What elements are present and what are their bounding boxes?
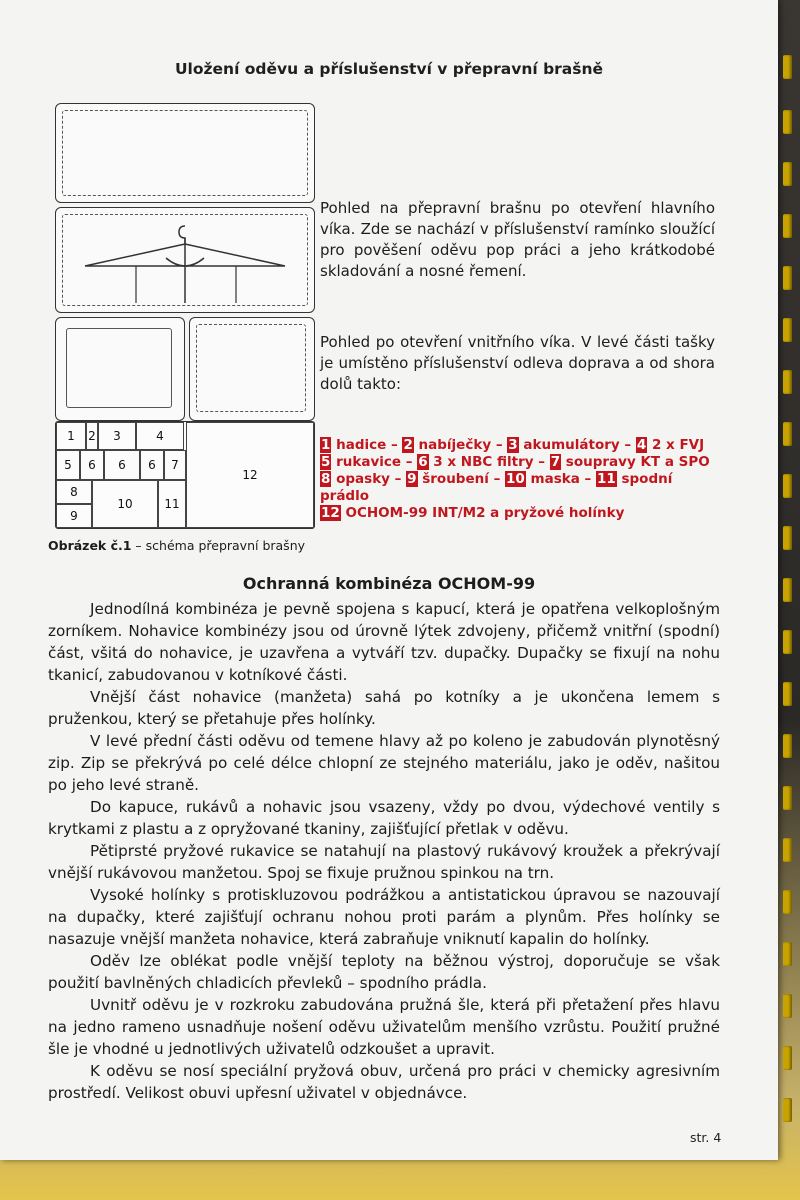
- caption-label: Obrázek č.1: [48, 538, 132, 553]
- binding-ring: [783, 890, 792, 914]
- inner-lid-right: [189, 317, 315, 421]
- binding-ring: [783, 214, 792, 238]
- compartment-6a: 6: [80, 450, 104, 480]
- legend-text: 3 x NBC filtry –: [428, 454, 550, 470]
- legend-text: 2 x FVJ: [647, 437, 705, 453]
- paragraph: K oděvu se nosí speciální pryžová obuv, určená pro práci v chemicky agresivním prostředí. Velikost obuvi upřesní uživatel v objednávce.: [48, 1062, 720, 1102]
- page-title: Uložení oděvu a příslušenství v přepravní brašně: [174, 60, 604, 78]
- caption-text: – schéma přepravní brašny: [131, 538, 306, 553]
- compartment-12: 12: [186, 422, 314, 528]
- legend-num: 2: [403, 437, 413, 453]
- binding-ring: [783, 474, 792, 498]
- legend-text: hadice –: [331, 437, 403, 453]
- paragraph: Do kapuce, rukávů a nohavic jsou vsazeny, vždy po dvou, výdechové ventily s krytkami z plastu a z opryžované tkaniny, zajišťující přetlak v oděvu.: [48, 798, 720, 838]
- legend-text: akumulátory –: [518, 437, 636, 453]
- binding-ring: [783, 942, 792, 966]
- section-title: Ochranná kombinéza OCHOM-99: [242, 574, 536, 593]
- binding-ring: [783, 110, 792, 134]
- compartment-2: 2: [86, 422, 98, 450]
- compartment-9: 9: [56, 504, 92, 528]
- paragraph: Vysoké holínky s protiskluzovou podrážkou a antistatickou úpravou se nazouvají na dupačky, které zajišťují ochranu nohou proti parám a plynům. Přes holínky se nasazuje vnější manžeta nohavice, která zabraňuje vniknutí kapalin do holínky.: [48, 886, 720, 948]
- legend-text: nabíječky –: [413, 437, 508, 453]
- legend-num: 5: [321, 454, 331, 470]
- binding-ring: [783, 734, 792, 758]
- legend-num: 8: [321, 471, 331, 487]
- bag-main-compartment: [55, 207, 315, 313]
- compartment-10: 10: [92, 480, 158, 528]
- legend-num: 12: [321, 505, 340, 521]
- compartment-4: 4: [136, 422, 184, 450]
- legend-num: 11: [596, 471, 616, 487]
- body-text: [48, 598, 720, 1104]
- binding-ring: [783, 682, 792, 706]
- legend-num: 6: [418, 454, 428, 470]
- description-main-lid: Pohled na přepravní brašnu po otevření hlavního víka. Zde se nachází v příslušenství ramínko sloužící pro pověšení oděvu pop práci a jeho krátkodobé skladování a nosné řemení.: [320, 199, 715, 280]
- paragraph: Pětiprsté pryžové rukavice se natahují na plastový rukávový kroužek a překrývají vnější rukávovou manžetou. Spoj se fixuje pružnou spinkou na trn.: [48, 842, 720, 882]
- binding-ring: [783, 1098, 792, 1122]
- inner-lid-left: [55, 317, 185, 421]
- paragraph: Oděv lze oblékat podle vnější teploty na běžnou výstroj, doporučuje se však použití bavlněných chladicích převleků – spodního prádla.: [48, 952, 720, 992]
- bag-lid-outer: [55, 103, 315, 203]
- compartment-6c: 6: [140, 450, 164, 480]
- binding-ring: [783, 162, 792, 186]
- inner-lid-left-panel: [66, 328, 172, 408]
- binding-ring: [783, 578, 792, 602]
- binding-ring: [783, 55, 792, 79]
- legend-num: 4: [636, 437, 647, 453]
- legend-num: 3: [508, 437, 518, 453]
- paragraph: Uvnitř oděvu je v rozkroku zabudována pružná šle, která při přetažení přes hlavu na jedno rameno usnadňuje nošení oděvu uživatelům menšího vzrůstu. Použití pružné šle je vhodné u jednotlivých uživatelů odzkoušet a upravit.: [48, 996, 720, 1058]
- figure-caption: [48, 538, 305, 553]
- compartment-3: 3: [98, 422, 136, 450]
- legend-num: 7: [550, 454, 561, 470]
- legend-text: spodní prádlo: [320, 471, 673, 504]
- legend-num: 9: [407, 471, 417, 487]
- paragraph: V levé přední části oděvu od temene hlavy až po koleno je zabudován plynotěsný zip. Zip se překrývá po celé délce chlopní ze stejného materiálu, jako je oděv, našitou po jeho levé straně.: [48, 732, 720, 794]
- legend-text: soupravy KT a SPO: [561, 454, 710, 470]
- page-number: str. 4: [690, 1130, 722, 1145]
- description-inner-lid: Pohled po otevření vnitřního víka. V levé části tašky je umístěno příslušenství odleva doprava a od shora dolů takto:: [320, 333, 715, 393]
- legend-num: 1: [321, 437, 331, 453]
- inner-lid-right-panel: [196, 324, 306, 412]
- compartment-1: 1: [56, 422, 86, 450]
- compartment-5: 5: [56, 450, 80, 480]
- binding-ring: [783, 318, 792, 342]
- legend-text: opasky –: [331, 471, 407, 487]
- binding-ring: [783, 1046, 792, 1070]
- binding-ring: [783, 994, 792, 1018]
- binding-ring: [783, 422, 792, 446]
- compartment-11: 11: [158, 480, 186, 528]
- hanger-icon: [56, 208, 314, 312]
- legend-text: šroubení –: [417, 471, 506, 487]
- legend-text: OCHOM-99 INT/M2 a pryžové holínky: [340, 505, 625, 521]
- binding-ring: [783, 266, 792, 290]
- compartment-grid: [55, 421, 315, 529]
- legend-text: rukavice –: [331, 454, 418, 470]
- bag-lid-inner: [62, 110, 308, 196]
- legend-text: maska –: [525, 471, 596, 487]
- binding-ring: [783, 838, 792, 862]
- binding-ring: [783, 630, 792, 654]
- binding-ring: [783, 786, 792, 810]
- compartment-8: 8: [56, 480, 92, 504]
- binding-ring: [783, 370, 792, 394]
- compartment-legend: [320, 437, 720, 522]
- compartment-7: 7: [164, 450, 186, 480]
- legend-num: 10: [506, 471, 525, 487]
- compartment-6b: 6: [104, 450, 140, 480]
- paragraph: Vnější část nohavice (manžeta) sahá po kotníky a je ukončena lemem s pruženkou, který se přetahuje přes holínky.: [48, 688, 720, 728]
- binding-ring: [783, 526, 792, 550]
- paragraph: Jednodílná kombinéza je pevně spojena s kapucí, která je opatřena velkoplošným zorníkem. Nohavice kombinézy jsou od úrovně lýtek zdvojeny, přičemž vnitřní (spodní) část, všitá do nohavice, je uzavřena a vytváří tzv. dupačky. Dupačky se fixují na nohu tkanicí, zabudovanou v kotníkové části.: [48, 600, 720, 684]
